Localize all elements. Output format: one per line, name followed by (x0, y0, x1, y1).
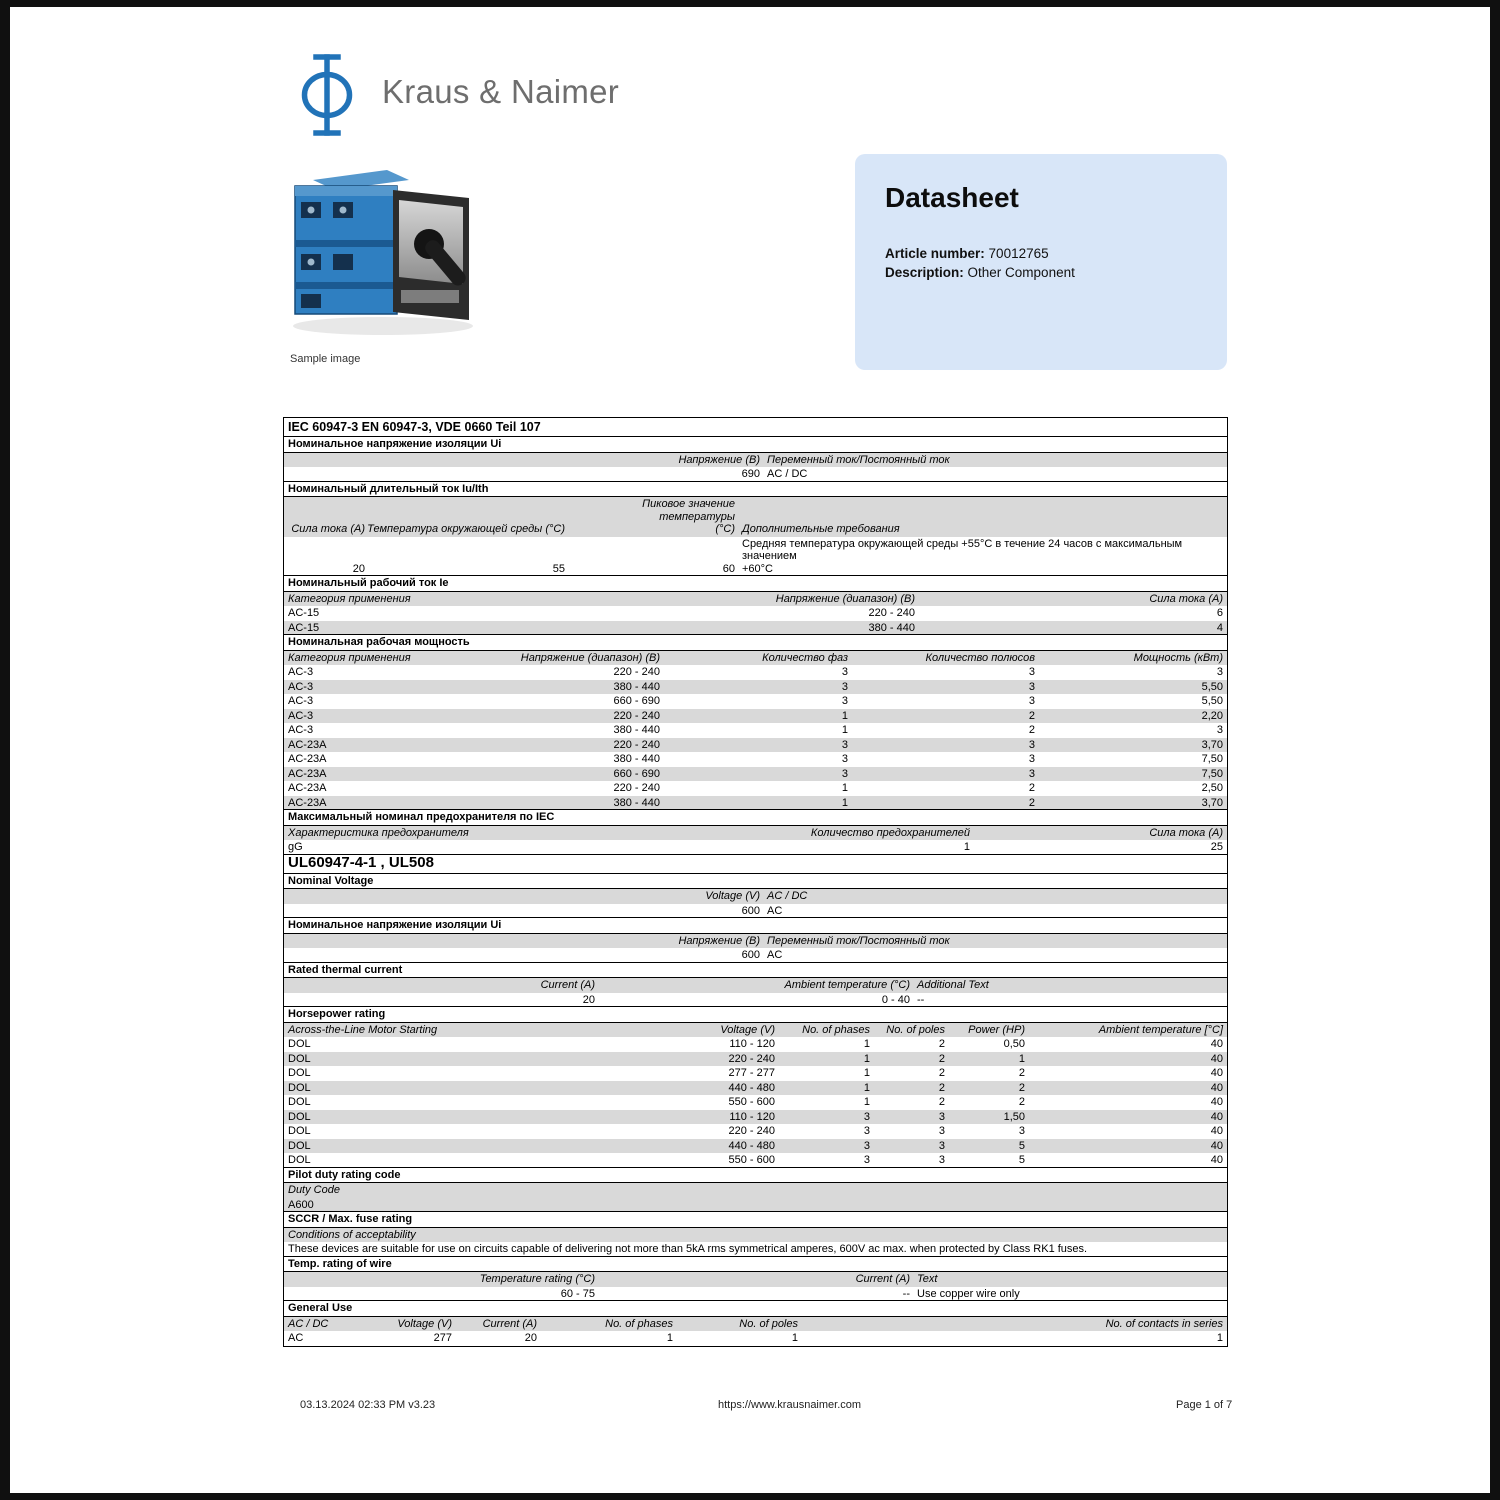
section-header-insulation-voltage-ul: Номинальное напряжение изоляции Ui (284, 917, 1227, 934)
column-header-row: Duty Code (284, 1183, 1227, 1198)
column-header-row: Напряжение (В) Переменный ток/Постоянный ток (284, 934, 1227, 949)
table-row: 690 AC / DC (741, 468, 808, 480)
table-row: gG 1 25 (288, 841, 1223, 853)
fuse-rows (284, 840, 1227, 855)
section-header-pilot-duty: Pilot duty rating code (284, 1167, 1227, 1184)
table-row: AC-15 220 - 240 6 (288, 607, 1223, 619)
table-row: AC-23A 220 - 240 1 2 2,50 (288, 782, 1223, 794)
table-row: AC-3 220 - 240 1 2 2,20 (284, 709, 1227, 724)
table-row: AC-3 660 - 690 3 3 5,50 (288, 695, 1223, 707)
table-row: 60 - 75 -- Use copper wire only (560, 1287, 1020, 1300)
sample-caption: Sample image (290, 353, 361, 365)
table-row: DOL 440 - 480 3 3 5 40 (284, 1139, 1227, 1154)
section-header-general-use: General Use (284, 1300, 1227, 1317)
column-header-row: Across-the-Line Motor Starting Voltage (V) No. of phases No. of poles Power (HP) Ambient temperature [°C] (284, 1023, 1227, 1038)
article-number-row (885, 244, 1197, 263)
table-row: DOL 110 - 120 1 2 0,50 40 (288, 1038, 1223, 1050)
column-header-row: Напряжение (В) Переменный ток/Постоянный ток (284, 453, 1227, 468)
datasheet-panel (855, 154, 1227, 370)
brand-name: Kraus & Naimer (382, 73, 620, 110)
section-header-max-fuse-iec: Максимальный номинал предохранителя по IEC (284, 809, 1227, 826)
section-header-operational-power: Номинальная рабочая мощность (284, 634, 1227, 651)
ul-standard-title: UL60947-4-1 , UL508 (284, 854, 1227, 874)
footer-url[interactable]: https://www.krausnaimer.com (718, 1399, 862, 1411)
table-row: 20 55 60 Средняя температура окружающей среды +55°C в течение 24 часов с максимальным значением +60°C (352, 537, 1183, 575)
horsepower-rows (284, 1037, 1227, 1168)
table-row: These devices are suitable for use on circuits capable of delivering not more than 5kA rms symmetrical amperes, 600V ac max. when protected by Class RK1 fuses. (288, 1243, 1088, 1255)
product-sample-image (283, 162, 488, 352)
table-row: 20 0 - 40 -- (582, 993, 925, 1006)
table-row: DOL 110 - 120 3 3 1,50 40 (284, 1110, 1227, 1125)
table-row: AC-3 380 - 440 3 3 5,50 (284, 680, 1227, 695)
footer-date: 03.13.2024 02:33 PM v3.23 (300, 1399, 436, 1411)
spec-table (283, 417, 1228, 1347)
section-header-continuous-current: Номинальный длительный ток Iu/Ith (284, 481, 1227, 498)
column-header-row: Current (A) Ambient temperature (°C) Additional Text (284, 978, 1227, 993)
general-use-rows (284, 1331, 1227, 1346)
table-row: 600 AC (741, 949, 783, 961)
section-header-operational-current: Номинальный рабочий ток Ie (284, 575, 1227, 592)
table-row: AC-3 220 - 240 3 3 3 (288, 666, 1223, 678)
document-page (10, 7, 1490, 1493)
table-row: AC-23A 380 - 440 3 3 7,50 (288, 753, 1223, 765)
table-row: DOL 440 - 480 1 2 2 40 (284, 1081, 1227, 1096)
table-row: DOL 220 - 240 1 2 1 40 (284, 1052, 1227, 1067)
section-header-wire-temp: Temp. rating of wire (284, 1256, 1227, 1273)
column-header-row: Категория применения Напряжение (диапазон) (В) Количество фаз Количество полюсов Мощность (кВт) (284, 651, 1227, 666)
section-header-rated-thermal-current: Rated thermal current (284, 962, 1227, 979)
column-header-row: Сила тока (А) Температура окружающей среды (°C) Пиковое значение температуры (°C) Дополнительные требования (284, 497, 1227, 537)
table-row: AC 277 20 1 1 1 (288, 1332, 1223, 1344)
table-row: DOL 550 - 600 3 3 5 40 (288, 1154, 1223, 1166)
article-number-label: Article number: (885, 246, 985, 261)
table-row: DOL 220 - 240 3 3 3 40 (288, 1125, 1223, 1137)
section-header-horsepower-rating: Horsepower rating (284, 1006, 1227, 1023)
column-header-row: AC / DC Voltage (V) Current (A) No. of phases No. of poles No. of contacts in series (284, 1317, 1227, 1332)
table-row: AC-3 380 - 440 1 2 3 (288, 724, 1223, 736)
description-row (885, 263, 1197, 282)
description-label: Description: (885, 265, 964, 280)
ie-rows (284, 606, 1227, 635)
iec-standard-title: IEC 60947-3 EN 60947-3, VDE 0660 Teil 107 (284, 418, 1227, 437)
datasheet-title: Datasheet (885, 182, 1019, 213)
column-header-row: Характеристика предохранителя Количество предохранителей Сила тока (А) (284, 826, 1227, 841)
table-row: A600 (284, 1198, 1227, 1213)
table-row: AC-23A 380 - 440 1 2 3,70 (284, 796, 1227, 811)
footer-page-number: Page 1 of 7 (1176, 1399, 1233, 1411)
description-value: Other Component (967, 265, 1075, 280)
table-row: DOL 550 - 600 1 2 2 40 (288, 1096, 1223, 1108)
column-header-row: Категория применения Напряжение (диапазон) (В) Сила тока (А) (284, 592, 1227, 607)
power-rows (284, 665, 1227, 810)
table-row: AC-23A 660 - 690 3 3 7,50 (284, 767, 1227, 782)
column-header-row: Voltage (V) AC / DC (284, 889, 1227, 904)
table-row: 600 AC (741, 904, 783, 917)
article-number-value: 70012765 (988, 246, 1049, 261)
column-header-row: Temperature rating (°C) Current (A) Text (284, 1272, 1227, 1287)
section-header-sccr: SCCR / Max. fuse rating (284, 1211, 1227, 1228)
section-header-insulation-voltage: Номинальное напряжение изоляции Ui (284, 436, 1227, 453)
section-header-nominal-voltage: Nominal Voltage (284, 873, 1227, 890)
column-header-row: Conditions of acceptability (284, 1228, 1227, 1243)
table-row: AC-15 380 - 440 4 (284, 621, 1227, 636)
kn-phi-logo-icon (298, 53, 356, 142)
table-row: AC-23A 220 - 240 3 3 3,70 (284, 738, 1227, 753)
table-row: DOL 277 - 277 1 2 2 40 (288, 1067, 1223, 1079)
